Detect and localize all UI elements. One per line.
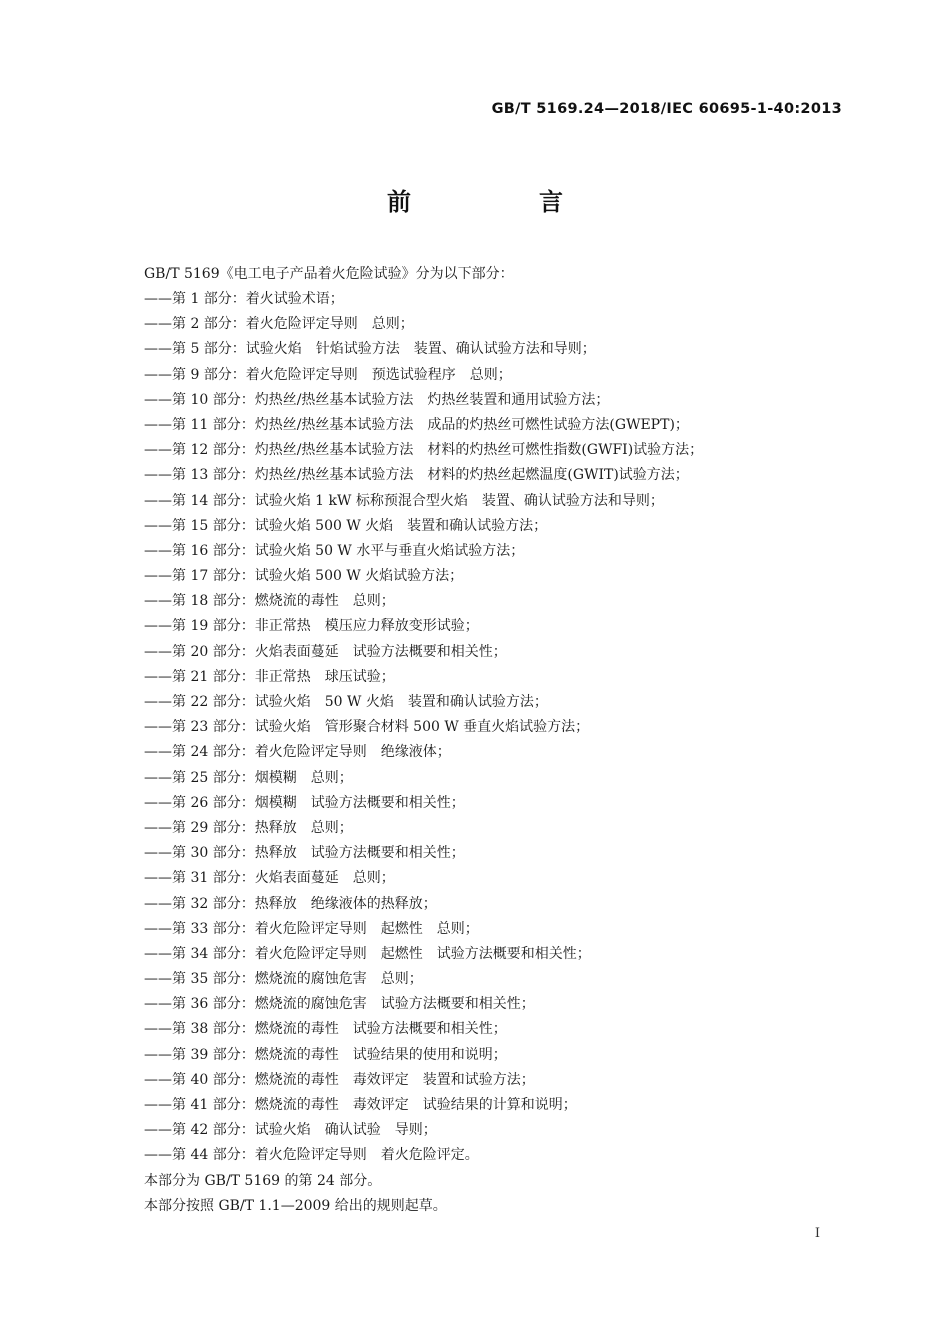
list-item: ——第 12 部分：灼热丝/热丝基本试验方法 材料的灼热丝可燃性指数(GWFI)试验方法； <box>144 442 704 459</box>
list-item: ——第 29 部分：热释放 总则； <box>144 819 353 836</box>
list-item: ——第 18 部分：燃烧流的毒性 总则； <box>144 593 395 610</box>
list-item: ——第 17 部分：试验火焰 500 W 火焰试验方法； <box>144 568 464 585</box>
list-item: ——第 44 部分：着火危险评定导则 着火危险评定。 <box>144 1147 479 1164</box>
closing-line: 本部分按照 GB/T 1.1—2009 给出的规则起草。 <box>144 1198 447 1215</box>
list-item: ——第 14 部分：试验火焰 1 kW 标称预混合型火焰 装置、确认试验方法和导则； <box>144 492 664 509</box>
list-item: ——第 9 部分：着火危险评定导则 预选试验程序 总则； <box>144 366 512 383</box>
list-item: ——第 30 部分：热释放 试验方法概要和相关性； <box>144 845 465 862</box>
list-item: ——第 26 部分：烟模糊 试验方法概要和相关性； <box>144 794 465 811</box>
list-item: ——第 2 部分：着火危险评定导则 总则； <box>144 316 414 333</box>
list-item: ——第 34 部分：着火危险评定导则 起燃性 试验方法概要和相关性； <box>144 945 591 962</box>
list-item: ——第 13 部分：灼热丝/热丝基本试验方法 材料的灼热丝起燃温度(GWIT)试验方法； <box>144 467 689 484</box>
list-item: ——第 35 部分：燃烧流的腐蚀危害 总则； <box>144 971 423 988</box>
closing-paragraphs <box>144 1169 447 1219</box>
list-item: ——第 5 部分：试验火焰 针焰试验方法 装置、确认试验方法和导则； <box>144 341 596 358</box>
list-item: ——第 22 部分：试验火焰 50 W 火焰 装置和确认试验方法； <box>144 694 548 710</box>
closing-line: 本部分为 GB/T 5169 的第 24 部分。 <box>144 1173 382 1189</box>
list-item: ——第 1 部分：着火试验术语； <box>144 291 344 307</box>
list-item: ——第 11 部分：灼热丝/热丝基本试验方法 成品的灼热丝可燃性试验方法(GWEPT)； <box>144 416 689 433</box>
list-item: ——第 15 部分：试验火焰 500 W 火焰 装置和确认试验方法； <box>144 517 548 534</box>
list-item: ——第 41 部分：燃烧流的毒性 毒效评定 试验结果的计算和说明； <box>144 1097 577 1113</box>
list-item: ——第 16 部分：试验火焰 50 W 水平与垂直火焰试验方法； <box>144 542 525 559</box>
list-item: ——第 25 部分：烟模糊 总则； <box>144 769 353 786</box>
standard-code: GB/T 5169.24—2018/IEC 60695-1-40:2013 <box>491 101 842 117</box>
list-item: ——第 32 部分：热释放 绝缘液体的热释放； <box>144 895 437 912</box>
list-item: ——第 23 部分：试验火焰 管形聚合材料 500 W 垂直火焰试验方法； <box>144 719 590 736</box>
list-item: ——第 19 部分：非正常热 模压应力释放变形试验； <box>144 618 479 635</box>
list-item: ——第 20 部分：火焰表面蔓延 试验方法概要和相关性； <box>144 643 507 660</box>
list-item: ——第 36 部分：燃烧流的腐蚀危害 试验方法概要和相关性； <box>144 996 535 1013</box>
list-item: ——第 38 部分：燃烧流的毒性 试验方法概要和相关性； <box>144 1021 507 1038</box>
list-item: ——第 39 部分：燃烧流的毒性 试验结果的使用和说明； <box>144 1046 507 1063</box>
list-item: ——第 40 部分：燃烧流的毒性 毒效评定 装置和试验方法； <box>144 1071 535 1088</box>
list-item: ——第 24 部分：着火危险评定导则 绝缘液体； <box>144 744 451 761</box>
list-item: ——第 31 部分：火焰表面蔓延 总则； <box>144 870 395 887</box>
intro-paragraph: GB/T 5169《电工电子产品着火危险试验》分为以下部分： <box>144 266 514 282</box>
list-item: ——第 10 部分：灼热丝/热丝基本试验方法 灼热丝装置和通用试验方法； <box>144 391 610 408</box>
list-item: ——第 42 部分：试验火焰 确认试验 导则； <box>144 1122 437 1139</box>
parts-list <box>144 287 703 1169</box>
page-title: 前 言 <box>387 188 615 216</box>
list-item: ——第 33 部分：着火危险评定导则 起燃性 总则； <box>144 920 479 937</box>
list-item: ——第 21 部分：非正常热 球压试验； <box>144 668 395 685</box>
page-number: I <box>814 1226 820 1241</box>
